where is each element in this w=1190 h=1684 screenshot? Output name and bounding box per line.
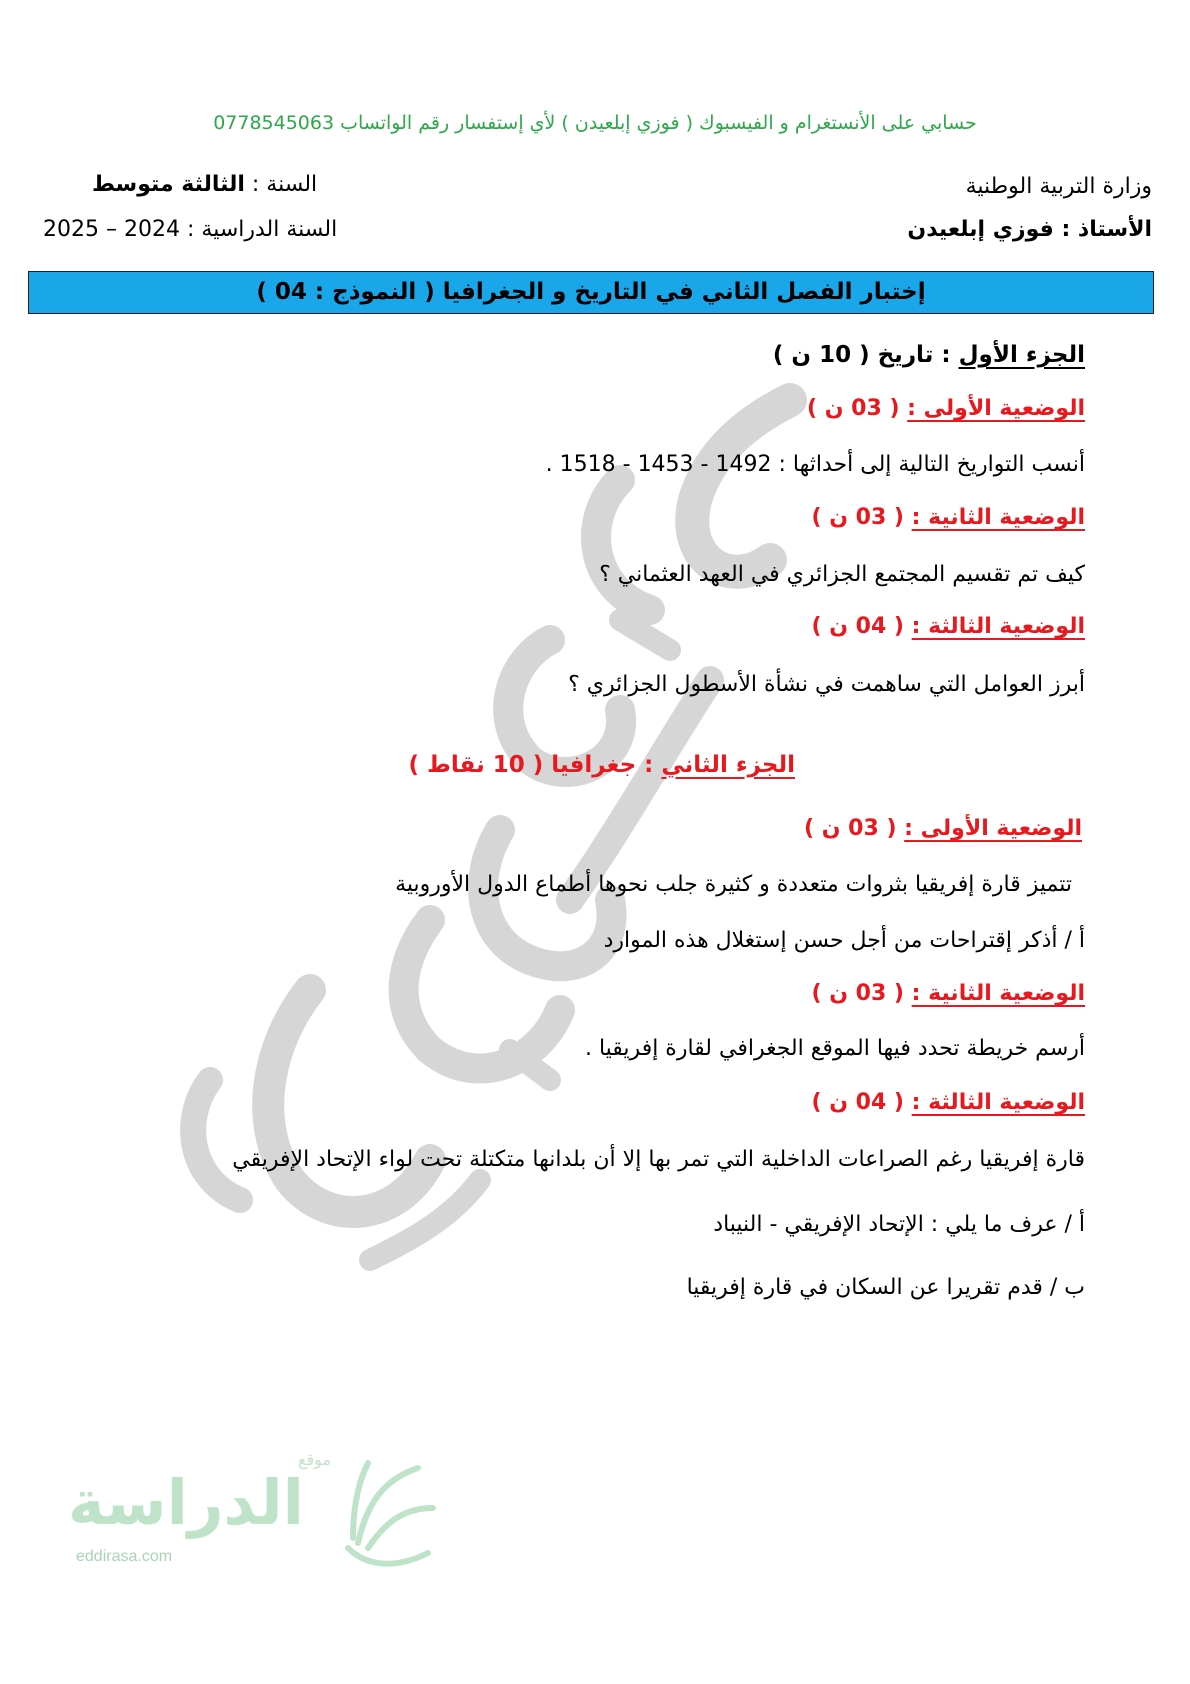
teacher-label: الأستاذ : [1061, 217, 1152, 242]
part2-situation1-question: أ / أذكر إقتراحات من أجل حسن إستغلال هذه الموارد [603, 928, 1085, 953]
situation-title: الوضعية الثانية : [911, 505, 1085, 530]
part2-situation3-text: قارة إفريقيا رغم الصراعات الداخلية التي تمر بها إلا أن بلدانها متكتلة تحت لواء الإتحاد الإفريقي [232, 1147, 1085, 1172]
situation-title: الوضعية الثالثة : [911, 614, 1085, 639]
contact-line: حسابي على الأنستغرام و الفيسبوك ( فوزي إبلعيدن ) لأي إستفسار رقم الواتساب 0778545063 [213, 112, 977, 134]
part1-situation1-heading [807, 396, 1085, 421]
part1-heading [773, 342, 1085, 368]
logo-main-text: الدراسة [68, 1466, 304, 1539]
situation-points: ( 04 ن ) [811, 1090, 904, 1115]
part2-situation1-text: تتميز قارة إفريقيا بثروات متعددة و كثيرة جلب نحوها أطماع الدول الأوروبية [395, 872, 1072, 897]
part2-situation1-heading [804, 816, 1082, 841]
situation-points: ( 03 ن ) [811, 505, 904, 530]
situation-title: الوضعية الثالثة : [911, 1090, 1085, 1115]
part2-label: الجزء الثاني [661, 752, 795, 778]
part1-situation3-question: أبرز العوامل التي ساهمت في نشأة الأسطول الجزائري ؟ [568, 672, 1085, 697]
part2-situation3-question-a: أ / عرف ما يلي : الإتحاد الإفريقي - النيباد [713, 1212, 1085, 1237]
school-year: السنة الدراسية : 2024 – 2025 [43, 217, 338, 242]
part2-situation3-heading [811, 1090, 1085, 1115]
part2-suffix: : جغرافيا ( 10 نقاط ) [408, 752, 654, 778]
part1-situation3-heading [811, 614, 1085, 639]
logo-site-url: eddirasa.com [76, 1548, 173, 1565]
part1-label: الجزء الأول [958, 342, 1085, 368]
situation-title: الوضعية الأولى : [907, 396, 1085, 421]
part2-situation2-question: أرسم خريطة تحدد فيها الموقع الجغرافي لقارة إفريقيا . [584, 1036, 1085, 1061]
part2-situation3-question-b: ب / قدم تقريرا عن السكان في قارة إفريقيا [686, 1275, 1085, 1300]
exam-title: إختبار الفصل الثاني في التاريخ و الجغرافيا ( النموذج : 04 ) [256, 279, 926, 305]
logo-small-text: موقع [298, 1450, 331, 1469]
situation-points: ( 03 ن ) [804, 816, 897, 841]
situation-title: الوضعية الأولى : [904, 816, 1082, 841]
part1-situation1-question: أنسب التواريخ التالية إلى أحداثها : 1492 - 1453 - 1518 . [545, 452, 1085, 477]
exam-title-box [28, 271, 1154, 314]
part2-situation2-heading [811, 981, 1085, 1006]
situation-points: ( 03 ن ) [807, 396, 900, 421]
part1-suffix: : تاريخ ( 10 ن ) [772, 342, 951, 368]
watermark-signature [150, 360, 870, 1320]
part2-heading [409, 752, 795, 778]
situation-points: ( 03 ن ) [811, 981, 904, 1006]
teacher-line [907, 217, 1152, 242]
situation-points: ( 04 ن ) [811, 614, 904, 639]
part1-situation2-question: كيف تم تقسيم المجتمع الجزائري في العهد العثماني ؟ [599, 562, 1085, 587]
teacher-name: فوزي إبلعيدن [907, 217, 1054, 242]
part1-situation2-heading [811, 505, 1085, 530]
site-logo [68, 1448, 438, 1602]
situation-title: الوضعية الثانية : [911, 981, 1085, 1006]
grade-value: الثالثة متوسط [92, 172, 245, 197]
ministry-name: وزارة التربية الوطنية [965, 174, 1152, 199]
grade-label: السنة : [251, 172, 318, 197]
grade-line [92, 172, 317, 197]
